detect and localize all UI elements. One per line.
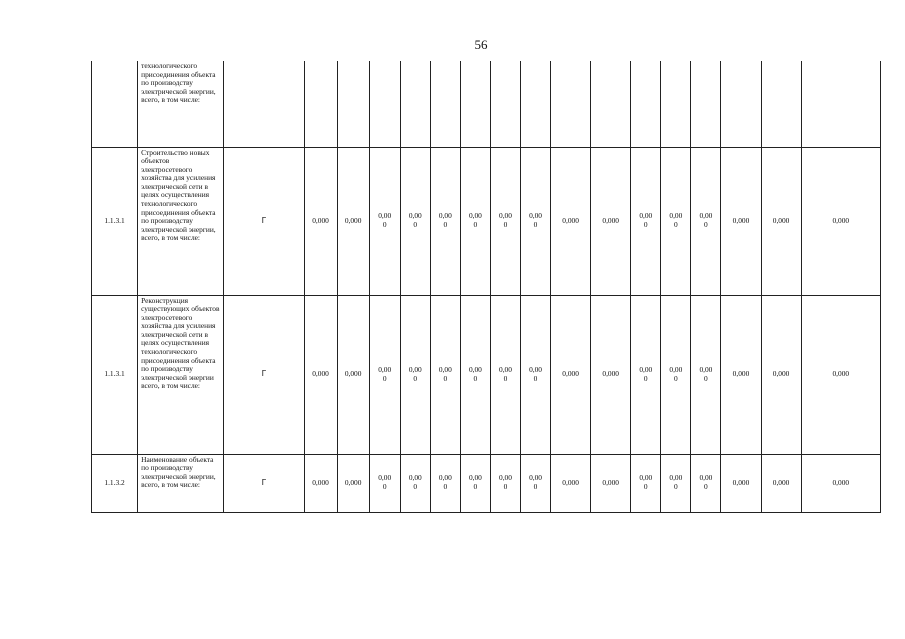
row-name: Реконструкция существующих объектов электросетевого хозяйства для усиления электрической сети в целях осуществления технологического присоединения объекта по производству электрической энергии всего, в том числе: xyxy=(138,295,224,454)
row-id: 1.1.3.2 xyxy=(92,454,138,512)
value-cell: 0,00 0 xyxy=(400,295,430,454)
row-name: Строительство новых объектов электросетевого хозяйства для усиления электрической сети в целях осуществления технологического присоединения объекта по производству электрической энергии, всего, в том числе: xyxy=(138,147,224,295)
value-cell: 0,00 0 xyxy=(631,295,661,454)
table-row xyxy=(92,454,881,512)
row-id: 1.1.3.1 xyxy=(92,147,138,295)
value-cell: 0,00 0 xyxy=(400,147,430,295)
value-cell: 0,00 0 xyxy=(490,454,520,512)
value-cell: 0,00 0 xyxy=(691,295,721,454)
value-cell: 0,000 xyxy=(761,295,801,454)
row-name: Наименование объекта по производству электрической энергии, всего, в том числе: xyxy=(138,454,224,512)
value-cell: 0,000 xyxy=(761,454,801,512)
value-cell: 0,00 0 xyxy=(430,295,460,454)
value-cell: 0,000 xyxy=(304,147,337,295)
investment-table xyxy=(91,61,881,513)
value-cell: 0,000 xyxy=(304,295,337,454)
value-cell: 0,000 xyxy=(591,147,631,295)
value-cell: 0,00 0 xyxy=(430,147,460,295)
value-cell: 0,00 0 xyxy=(661,454,691,512)
value-cell: 0,000 xyxy=(591,295,631,454)
row-code: Г xyxy=(224,147,304,295)
value-cell: 0,00 0 xyxy=(631,147,661,295)
value-cell: 0,000 xyxy=(761,147,801,295)
value-cell: 0,00 0 xyxy=(631,454,661,512)
value-cell: 0,000 xyxy=(337,295,369,454)
value-cell: 0,00 0 xyxy=(369,454,400,512)
value-cell: 0,00 0 xyxy=(521,295,551,454)
value-cell: 0,00 0 xyxy=(460,147,490,295)
value-cell: 0,000 xyxy=(337,147,369,295)
value-cell: 0,000 xyxy=(551,454,591,512)
value-cell: 0,000 xyxy=(304,454,337,512)
page-number: 56 xyxy=(474,37,488,52)
value-cell: 0,00 0 xyxy=(691,454,721,512)
value-cell: 0,00 0 xyxy=(521,454,551,512)
continuation-row xyxy=(92,61,881,147)
value-cell: 0,000 xyxy=(721,295,761,454)
value-cell: 0,00 0 xyxy=(661,147,691,295)
value-cell: 0,000 xyxy=(551,295,591,454)
value-cell: 0,00 0 xyxy=(691,147,721,295)
value-cell: 0,000 xyxy=(721,454,761,512)
table-row xyxy=(92,295,881,454)
value-cell: 0,000 xyxy=(591,454,631,512)
value-cell: 0,00 0 xyxy=(369,295,400,454)
value-cell: 0,00 0 xyxy=(400,454,430,512)
value-cell: 0,000 xyxy=(801,454,880,512)
value-cell: 0,000 xyxy=(551,147,591,295)
value-cell: 0,00 0 xyxy=(460,454,490,512)
row-code: Г xyxy=(224,454,304,512)
value-cell: 0,00 0 xyxy=(521,147,551,295)
value-cell: 0,00 0 xyxy=(369,147,400,295)
value-cell: 0,00 0 xyxy=(661,295,691,454)
value-cell: 0,000 xyxy=(801,295,880,454)
value-cell: 0,000 xyxy=(337,454,369,512)
value-cell: 0,000 xyxy=(721,147,761,295)
row-id xyxy=(92,61,138,147)
value-cell: 0,00 0 xyxy=(430,454,460,512)
value-cell: 0,00 0 xyxy=(490,295,520,454)
row-id: 1.1.3.1 xyxy=(92,295,138,454)
value-cell: 0,00 0 xyxy=(490,147,520,295)
value-cell: 0,00 0 xyxy=(460,295,490,454)
table-row xyxy=(92,147,881,295)
row-code: Г xyxy=(224,295,304,454)
value-cell: 0,000 xyxy=(801,147,880,295)
row-name: технологического присоединения объекта по производству электрической энергии, всего, в том числе: xyxy=(138,61,224,147)
